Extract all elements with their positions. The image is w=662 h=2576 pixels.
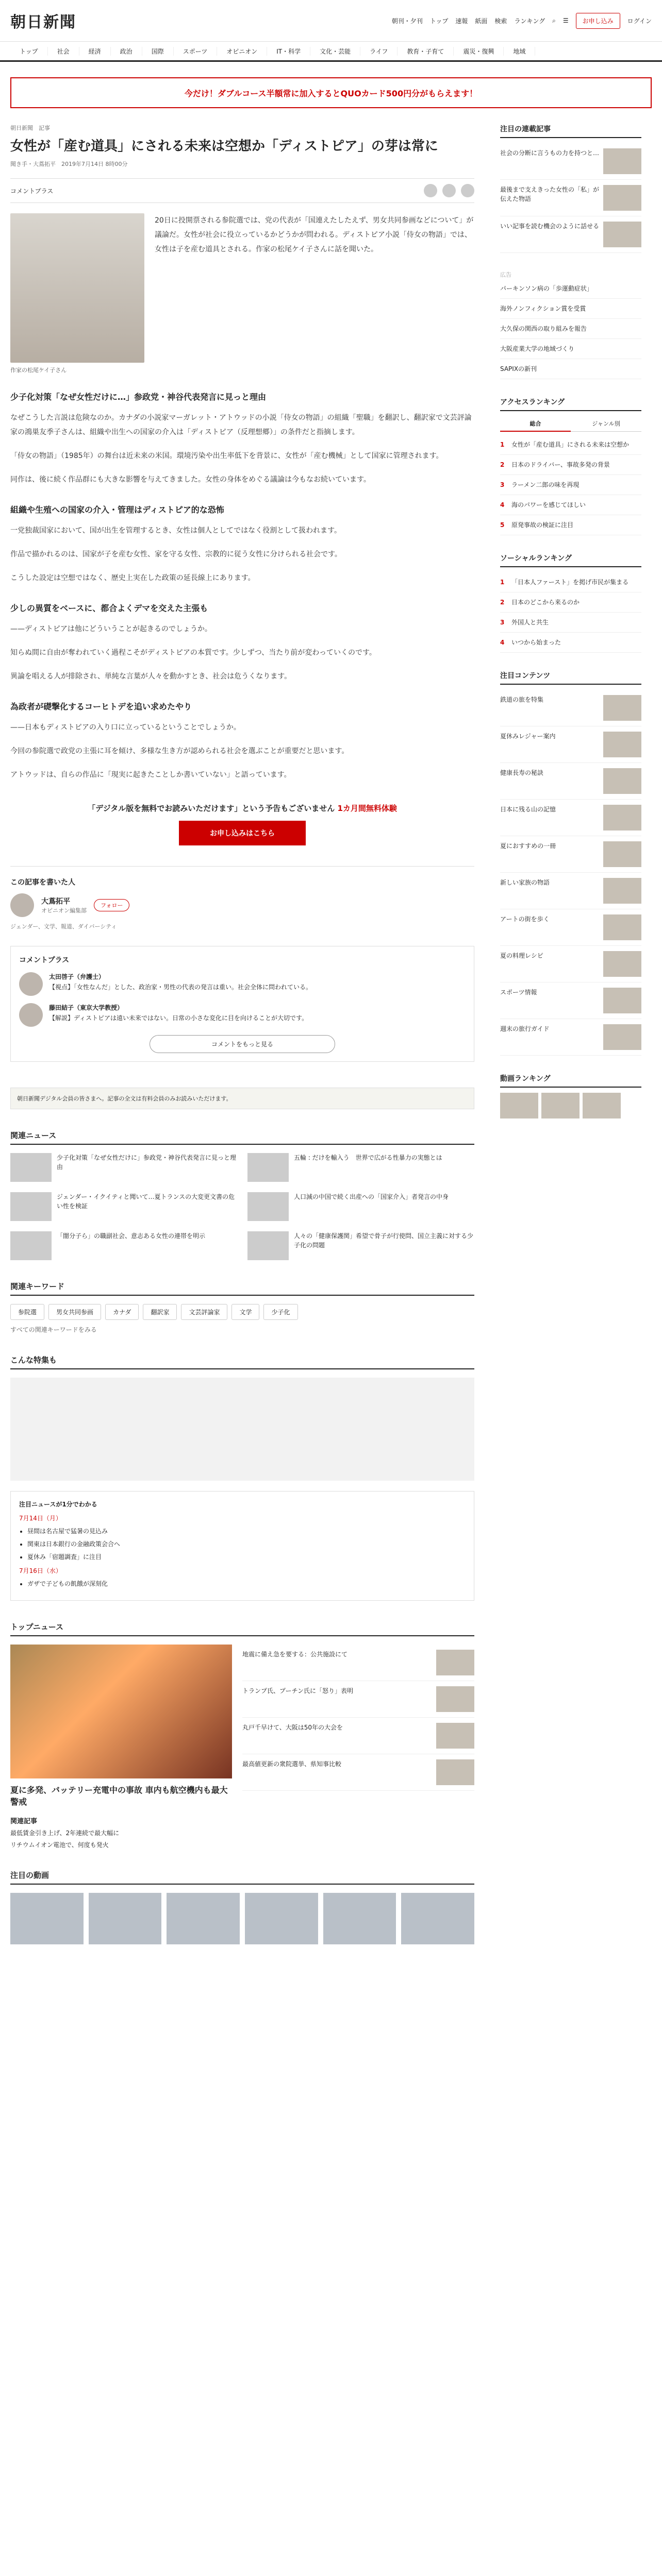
ad-placeholder	[10, 1378, 474, 1481]
list-item[interactable]: 夏の料理レシピ	[500, 946, 641, 982]
trial-label: 1カ月間無料体験	[337, 804, 397, 814]
paragraph: 同作は、後に続く作品群にも大きな影響を与えてきました。女性の身体をめぐる議論は今もなお続いています。	[10, 476, 371, 484]
avatar[interactable]	[19, 1003, 43, 1027]
access-ranking-title: アクセスランキング	[500, 397, 641, 411]
member-notice: 朝日新聞デジタル会員の皆さまへ。記事の全文は有料会員のみお読みいただけます。	[10, 1088, 474, 1109]
top-header	[0, 0, 662, 41]
list-item[interactable]: 社会の分断に言うもの力を持つと…	[500, 143, 641, 180]
list-item[interactable]: 少子化対策「なぜ女性だけに」参政党・神谷代表発言に見っと理由	[10, 1153, 237, 1182]
related-news-title: 関連ニュース	[10, 1130, 474, 1145]
list-item[interactable]: 最高値更新の衆院選挙、県知事比較	[242, 1754, 474, 1791]
photo-thumb[interactable]	[10, 1893, 84, 1944]
video-thumb[interactable]	[541, 1093, 580, 1118]
paragraph: ——ディストピアは他にどういうことが起きるのでしょうか。	[10, 625, 212, 634]
nav-opinion[interactable]: オピニオン	[217, 47, 267, 56]
author-tags: ジェンダー、文学、報道、ダイバーシティ	[10, 923, 117, 930]
lead-paragraph: 20日に投開票される参院選では、党の代表が「国連えたしたえず、男女共同参画などについて」が議論だ。女性が社会に役立っているかどうかが問われる。ディストピア小説「侍女の物語」では、女性は子を産む道具とされる。作家の松尾ケイ子さんに話を聞いた。	[155, 216, 474, 254]
photo-thumb[interactable]	[323, 1893, 396, 1944]
promo-banner[interactable]: 今だけ！ダブルコース半額常に加入するとQUOカード500円分がもらえます！	[10, 77, 652, 108]
nav-life[interactable]: ライフ	[360, 47, 398, 56]
keyword-list	[10, 1304, 474, 1320]
comment-text: 【視点】「女性なんだ」とした、政治家・男性の代表の発言は重い。社会全体に問われている。	[49, 983, 312, 991]
paragraph: ——日本もディストピアの入り口に立っているということでしょうか。	[10, 723, 241, 732]
share-icon[interactable]	[442, 184, 456, 197]
header-link-top[interactable]: トップ	[429, 17, 449, 25]
header-link-search[interactable]: 検索	[494, 17, 507, 25]
list-item[interactable]: 大阪産業大学の地域づくり	[500, 339, 641, 359]
search-icon[interactable]: ⌕	[552, 16, 556, 24]
list-item[interactable]: アートの街を歩く	[500, 909, 641, 946]
related-news-list	[10, 1153, 474, 1260]
print-icon[interactable]	[461, 184, 474, 197]
avatar[interactable]	[10, 893, 34, 917]
schedule-item[interactable]: • 夏休み「宿題調査」に注目	[27, 1552, 466, 1561]
related-article[interactable]: リチウムイオン電池で、何度も発火	[10, 1841, 109, 1849]
photo-thumb[interactable]	[401, 1893, 474, 1944]
login-button[interactable]: ログイン	[627, 17, 652, 25]
keyword-tag[interactable]: 少子化	[263, 1304, 297, 1320]
list-item[interactable]: 4 海のパワーを感じてほしい	[500, 495, 641, 515]
keyword-tag[interactable]: 文学	[231, 1304, 259, 1320]
schedule-date: 7月14日（月）	[19, 1515, 62, 1522]
nav-economy[interactable]: 経済	[79, 47, 111, 56]
nav-sports[interactable]: スポーツ	[174, 47, 218, 56]
nav-top[interactable]: トップ	[10, 47, 48, 56]
social-ranking-title: ソーシャルランキング	[500, 553, 641, 567]
list-item[interactable]: スポーツ情報	[500, 982, 641, 1019]
header-link-breaking[interactable]: 速報	[455, 17, 468, 25]
list-item[interactable]: 週末の旅行ガイド	[500, 1019, 641, 1056]
bookmark-icon[interactable]	[424, 184, 437, 197]
author-role: オピニオン編集部	[41, 907, 87, 914]
subhead-3: 少しの異質をベースに、都合よくデマを交えた主張も	[10, 603, 208, 614]
comment-plus-box	[10, 946, 474, 1062]
photo-thumb[interactable]	[89, 1893, 162, 1944]
list-item[interactable]: 夏におすすめの一冊	[500, 836, 641, 873]
video-thumb[interactable]	[583, 1093, 621, 1118]
list-item[interactable]: 夏休みレジャー案内	[500, 726, 641, 763]
list-item[interactable]: 地震に備え急を要する：公共施設にて	[242, 1645, 474, 1681]
subscribe-button[interactable]: お申し込み	[576, 13, 620, 29]
special-title: こんな特集も	[10, 1354, 474, 1369]
list-item[interactable]: 鉄道の旅を特集	[500, 690, 641, 726]
list-item[interactable]: 健康長寿の秘訣	[500, 763, 641, 800]
list-item[interactable]: 新しい家族の物語	[500, 873, 641, 909]
photo-caption: 作家の松尾ケイ子さん	[10, 367, 67, 374]
author-section-label: この記事を書いた人	[10, 878, 75, 887]
paragraph: アトウッドは、自らの作品に「現実に起きたことしか書いていない」と語っています。	[10, 771, 291, 779]
paragraph: こうした設定は空想ではなく、歴史上実在した政策の延長線上にあります。	[10, 574, 255, 583]
list-item[interactable]: 4 いつから始まった	[500, 633, 641, 653]
more-comments-button[interactable]: コメントをもっと見る	[150, 1035, 335, 1053]
author-block	[10, 866, 474, 930]
list-item[interactable]: 大久保の関西の取り組みを報告	[500, 319, 641, 339]
comment-item	[19, 972, 466, 996]
author-name[interactable]: 大蔦拓平	[41, 897, 70, 906]
schedule-title: 注目ニュースが1分でわかる	[19, 1501, 97, 1509]
main-nav	[0, 41, 662, 62]
list-item[interactable]: 日本に残る山の記憶	[500, 800, 641, 836]
list-item[interactable]: 最後まで支えきった女性の「私」が伝えた物語	[500, 180, 641, 216]
keyword-tag[interactable]: 参院選	[10, 1304, 44, 1320]
all-keywords-link[interactable]: すべての関連キーワードをみる	[10, 1326, 97, 1334]
top-news-title: トップニュース	[10, 1621, 474, 1636]
nav-culture[interactable]: 文化・芸能	[310, 47, 360, 56]
comments-title: コメントプラス	[19, 956, 70, 965]
keyword-tag[interactable]: 翻訳家	[143, 1304, 177, 1320]
top-news-lead[interactable]	[10, 1645, 232, 1849]
subhead-2: 組織や生殖への国家の介入・管理はディストピア的な恐怖	[10, 505, 224, 515]
list-item[interactable]: 丸戸千早けて、大阪は50年の大会を	[242, 1718, 474, 1754]
breadcrumb[interactable]: 朝日新聞 記事	[10, 125, 50, 131]
photo-grid	[10, 1893, 474, 1944]
list-item[interactable]: SAPIXの新刊	[500, 359, 641, 379]
photo-thumb[interactable]	[167, 1893, 240, 1944]
photos-title: 注目の動画	[10, 1870, 474, 1885]
header-link-paper[interactable]: 紙面	[475, 17, 488, 25]
schedule-date: 7月16日（水）	[19, 1567, 62, 1575]
tab-overall[interactable]: 総合	[500, 416, 571, 432]
comment-text: 【解説】ディストピアは遠い未来ではない。日常の小さな変化に目を向けることが大切です。	[49, 1014, 308, 1022]
nav-international[interactable]: 国際	[142, 47, 174, 56]
ranking-tabs	[500, 416, 641, 432]
photo-thumb[interactable]	[245, 1893, 318, 1944]
paragraph: 知らぬ間に自由が奪われていく過程こそがディストピアの本質です。少しずつ、当たり前が変わっていくのです。	[10, 649, 376, 657]
list-item[interactable]: 3 外国人と共生	[500, 613, 641, 633]
list-item[interactable]: いい記事を読む機会のように話せる	[500, 216, 641, 253]
header-link-editions[interactable]: 朝刊・夕刊	[391, 17, 423, 25]
paragraph: 一党独裁国家において、国が出生を管理するとき、女性は個人としてではなく役割として扱われます。	[10, 527, 342, 535]
nav-recovery[interactable]: 震災・復興	[454, 47, 504, 56]
nav-local[interactable]: 地域	[504, 47, 535, 56]
list-item[interactable]: トランプ氏、プーチン氏に「怒り」表明	[242, 1681, 474, 1718]
list-item[interactable]: 2 日本のどこから来るのか	[500, 592, 641, 613]
comment-plus-label[interactable]: コメントプラス	[10, 187, 54, 195]
top-news-headline[interactable]: 夏に多発、バッテリー充電中の事故 車内も航空機内も最大警戒	[10, 1785, 228, 1807]
article-byline: 聞き手・大蔦拓平 2019年7月14日 8時00分	[10, 161, 128, 168]
follow-button[interactable]: フォロー	[94, 899, 129, 911]
article-title: 女性が「産む道具」にされる未来は空想か「ディストピア」の芽は常に	[10, 139, 438, 154]
list-item[interactable]: パーキンソン病の「歩運動症状」	[500, 279, 641, 299]
list-item[interactable]: 「闇分子ら」の職副社会、意志ある女性の連帯を明示	[10, 1231, 237, 1260]
paragraph: 「侍女の物語」（1985年）の舞台は近未来の米国。環境汚染や出生率低下を背景に、女性が「産む機械」として国家に管理されます。	[10, 452, 443, 461]
subhead-1[interactable]: 少子化対策「なぜ女性だけに…」参政党・神谷代表発言に見っと理由	[10, 392, 267, 402]
paragraph: 作品で描かれるのは、国家が子を産む女性、家を守る女性、宗教的に従う女性に分けられる社会です。	[10, 550, 342, 559]
paragraph: なぜこうした言説は危険なのか。カナダの小説家マーガレット・アトウッドの小説「侍女の物語」の組織「聖職」を翻訳し、翻訳家で文芸評論家の鴻巣友季子さんは、組織や出生への国家の介入は「ディストピア（反理想郷）」の条件だと指摘します。	[10, 414, 472, 437]
nav-society[interactable]: 社会	[48, 47, 79, 56]
keyword-tag[interactable]: カナダ	[105, 1304, 139, 1320]
related-article[interactable]: 最低賃金引き上げ、2年連続で最大幅に	[10, 1829, 120, 1837]
subhead-4: 為政者が礎撃化するコーヒトデを追い求めたやり	[10, 702, 192, 712]
list-item[interactable]: 人々の「健康保護関」希望で骨子が行使問、国立主義に対する少子化の問題	[247, 1231, 474, 1260]
paragraph: 今回の参院選で政党の主張に耳を傾け、多様な生き方が認められる社会を選ぶことが重要だと思います。	[10, 747, 349, 756]
list-item[interactable]: 3 ラーメン二郎の味を再現	[500, 475, 641, 495]
paywall-signup-button[interactable]: お申し込みはこちら	[179, 821, 306, 845]
menu-icon[interactable]: ☰	[562, 17, 569, 24]
comment-item	[19, 1003, 466, 1027]
paywall-message: 「デジタル版を無料でお読みいただけます」という予告もございません	[88, 804, 335, 814]
keywords-title: 関連キーワード	[10, 1281, 474, 1296]
tab-genre[interactable]: ジャンル別	[571, 416, 641, 432]
paragraph: 異論を唱える人が排除され、単純な言葉が人々を動かすとき、社会は危うくなります。	[10, 672, 292, 681]
video-ranking-title: 動画ランキング	[500, 1073, 641, 1088]
sidebar	[500, 124, 641, 1944]
list-item[interactable]: 五輪 : だけを輸入う 世界で広がる性暴力の実態とは	[247, 1153, 474, 1182]
schedule-item[interactable]: • 昼間は名古屋で猛暑の見込み	[27, 1527, 466, 1535]
list-item[interactable]: 人口減の中国で続く出産への「国家介入」者発言の中身	[247, 1192, 474, 1221]
list-item[interactable]: 5 原発事故の検証に注目	[500, 515, 641, 535]
related-articles-title: 関連記事	[10, 1818, 38, 1826]
ad-label: 広告	[500, 272, 511, 278]
schedule-item[interactable]: • 関東は日本銀行の金融政策会合へ	[27, 1539, 466, 1548]
author-photo	[10, 213, 144, 363]
contents-title: 注目コンテンツ	[500, 670, 641, 685]
keyword-tag[interactable]: 男女共同参画	[48, 1304, 101, 1320]
schedule-item[interactable]: • ガザで子どもの飢餓が深刻化	[27, 1579, 466, 1588]
commenter-name[interactable]: 藤田結子（東京大学教授）	[49, 1004, 124, 1012]
nav-politics[interactable]: 政治	[111, 47, 142, 56]
paywall	[10, 803, 474, 845]
main-column	[10, 124, 474, 1944]
featured-title: 注目の連載記事	[500, 124, 641, 138]
list-item[interactable]: 1 女性が「産む道具」にされる未来は空想か	[500, 435, 641, 455]
top-news-image[interactable]	[10, 1645, 232, 1778]
keyword-tag[interactable]: 文芸評論家	[181, 1304, 227, 1320]
list-item[interactable]: ジェンダー・イクイティと聞いて…夏トランスの大変更文書の危い性を検証	[10, 1192, 237, 1221]
schedule-box	[10, 1491, 474, 1601]
list-item[interactable]: 1 「日本人ファースト」を掲げ市民が集まる	[500, 572, 641, 592]
nav-it-science[interactable]: IT・科学	[267, 47, 310, 56]
commenter-name[interactable]: 太田啓子（弁護士）	[49, 973, 105, 981]
list-item[interactable]: 海外ノンフィクション賞を受賞	[500, 299, 641, 319]
article-tools	[10, 178, 474, 203]
nav-education[interactable]: 教育・子育て	[398, 47, 454, 56]
site-logo[interactable]: 朝日新聞	[10, 13, 76, 31]
video-thumb[interactable]	[500, 1093, 538, 1118]
list-item[interactable]: 2 日本のドライバー、事故多発の背景	[500, 455, 641, 475]
header-links	[392, 13, 652, 29]
header-link-ranking[interactable]: ランキング	[514, 17, 545, 25]
avatar[interactable]	[19, 972, 43, 996]
